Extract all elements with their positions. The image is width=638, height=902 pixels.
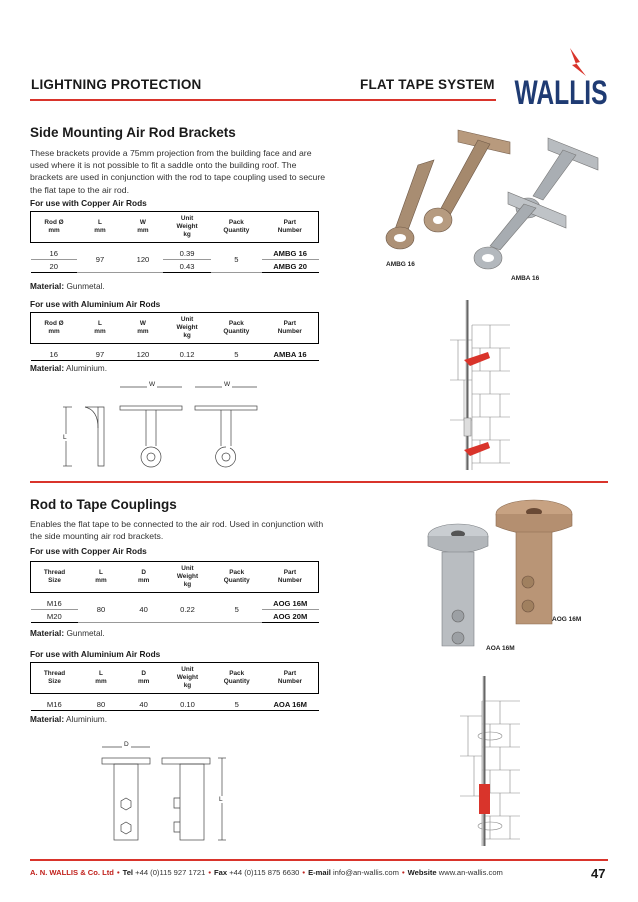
col-header: L mm (78, 663, 124, 694)
table-row (31, 260, 319, 273)
wallis-logo (514, 46, 609, 112)
table-header-row (31, 313, 319, 344)
footer-email-link[interactable]: info@an-wallis.com (333, 868, 399, 877)
cell: M16 (31, 597, 79, 610)
table-header-row (31, 212, 319, 243)
section2-copper-subtitle: For use with Copper Air Rods (30, 546, 147, 556)
section1-aluminium-subtitle: For use with Aluminium Air Rods (30, 299, 161, 309)
col-header: Pack Quantity (211, 212, 262, 243)
section1-copper-material: Material: Gunmetal. (30, 281, 105, 291)
dim-l: L (63, 434, 67, 441)
footer-tel: +44 (0)115 927 1721 (135, 868, 206, 877)
col-header: Rod Ø mm (31, 313, 78, 344)
caption-aoa16m: AOA 16M (486, 645, 515, 652)
bracket-installation-illustration (450, 300, 510, 470)
dim-w2: W (224, 381, 231, 388)
logo-text: WALLIS (514, 74, 608, 112)
coupling-installation-illustration (460, 676, 520, 846)
footer-contact: A. N. WALLIS & Co. Ltd • Tel +44 (0)115 927 1721 • Fax +44 (0)115 875 6630 • E-mail info@an-wallis.com • Website www.an-wallis.com (30, 868, 503, 877)
col-header: Pack Quantity (211, 313, 262, 344)
cell: 40 (124, 698, 164, 711)
cell: 0.39 (163, 247, 211, 260)
section2-aluminium-subtitle: For use with Aluminium Air Rods (30, 649, 161, 659)
page-number: 47 (591, 866, 606, 881)
section2-description: Enables the flat tape to be connected to the air rod. Used in conjunction with the side mounting air rod brackets. (30, 519, 324, 542)
coupling-drawing (98, 738, 238, 844)
col-header: Part Number (262, 313, 319, 344)
cell: 0.10 (164, 698, 212, 711)
cell: 16 (31, 247, 78, 260)
col-header: L mm (77, 313, 123, 344)
footer-fax: +44 (0)115 875 6630 (229, 868, 300, 877)
dim-l2: L (219, 796, 223, 803)
aoa16m-illustration (428, 524, 488, 646)
section1-description: These brackets provide a 75mm projection from the building face and are used where it is not possible to fit a saddle onto the building roof. The brackets are used in conjunction with the rod to tape coupling used to secure the flat tape to the air rod. (30, 148, 326, 195)
caption-ambg16: AMBG 16 (386, 261, 415, 268)
header-title-left: LIGHTNING PROTECTION (31, 77, 202, 92)
col-header: Part Number (262, 562, 319, 593)
col-header: Unit Weight kg (163, 313, 211, 344)
part-number: AMBG 20 (262, 260, 319, 273)
table-row (31, 247, 319, 260)
footer-divider (30, 859, 608, 861)
col-header: L mm (77, 212, 123, 243)
col-header: W mm (123, 313, 163, 344)
bracket-drawing (60, 378, 260, 470)
section2-title: Rod to Tape Couplings (30, 497, 177, 512)
cell: 5 (211, 597, 261, 623)
cell: 16 (31, 348, 78, 361)
col-header: Rod Ø mm (31, 212, 78, 243)
cell: 0.12 (163, 348, 211, 361)
cell: 120 (123, 247, 163, 273)
header-divider (30, 99, 496, 101)
caption-aog16m: AOG 16M (552, 616, 582, 623)
col-header: W mm (123, 212, 163, 243)
cell: 5 (211, 698, 261, 711)
col-header: D mm (124, 562, 164, 593)
section2-aluminium-material: Material: Aluminium. (30, 714, 108, 724)
cell: 5 (211, 247, 262, 273)
section1-aluminium-material: Material: Aluminium. (30, 363, 108, 373)
cell: 40 (124, 597, 164, 623)
coupling-photo (424, 494, 614, 660)
section1-copper-subtitle: For use with Copper Air Rods (30, 198, 147, 208)
col-header: Unit Weight kg (163, 212, 211, 243)
footer-company: A. N. WALLIS & Co. Ltd (30, 868, 114, 877)
col-header: L mm (78, 562, 124, 593)
section1-title: Side Mounting Air Rod Brackets (30, 125, 236, 140)
col-header: Part Number (262, 212, 319, 243)
cell: 0.43 (163, 260, 211, 273)
dim-w1: W (149, 381, 156, 388)
col-header: Unit Weight kg (164, 562, 212, 593)
col-header: Thread Size (31, 663, 79, 694)
dim-d: D (124, 741, 129, 748)
table-header-row (31, 663, 319, 694)
cell: 97 (77, 247, 123, 273)
bracket-photo (378, 120, 618, 290)
section2-copper-table (30, 561, 319, 623)
cell: M20 (31, 610, 79, 623)
aog16m-illustration (496, 500, 572, 624)
cell: 20 (31, 260, 78, 273)
caption-amba16: AMBA 16 (511, 275, 540, 282)
col-header: Pack Quantity (211, 562, 261, 593)
section-divider (30, 481, 608, 483)
col-header: D mm (124, 663, 164, 694)
table-row (31, 348, 319, 361)
table-row (31, 698, 319, 711)
cell: 97 (77, 348, 123, 361)
table-row (31, 597, 319, 610)
cell: 80 (78, 597, 124, 623)
table-header-row (31, 562, 319, 593)
header-title-right: FLAT TAPE SYSTEM (360, 77, 495, 92)
section1-copper-table (30, 211, 319, 273)
cell: 80 (78, 698, 124, 711)
part-number: AMBG 16 (262, 247, 319, 260)
ambg16-illustration (386, 130, 510, 249)
footer-website-link[interactable]: www.an-wallis.com (438, 868, 503, 877)
part-number: AOG 16M (262, 597, 319, 610)
cell: 5 (211, 348, 262, 361)
part-number: AOG 20M (262, 610, 319, 623)
col-header: Part Number (262, 663, 319, 694)
cell: 120 (123, 348, 163, 361)
col-header: Thread Size (31, 562, 79, 593)
section2-copper-material: Material: Gunmetal. (30, 628, 105, 638)
cell: 0.22 (164, 597, 212, 623)
cell: M16 (31, 698, 79, 711)
section2-aluminium-table (30, 662, 319, 711)
col-header: Unit Weight kg (164, 663, 212, 694)
part-number: AOA 16M (262, 698, 319, 711)
col-header: Pack Quantity (211, 663, 261, 694)
section1-aluminium-table (30, 312, 319, 361)
amba16-illustration (474, 138, 598, 269)
part-number: AMBA 16 (262, 348, 319, 361)
